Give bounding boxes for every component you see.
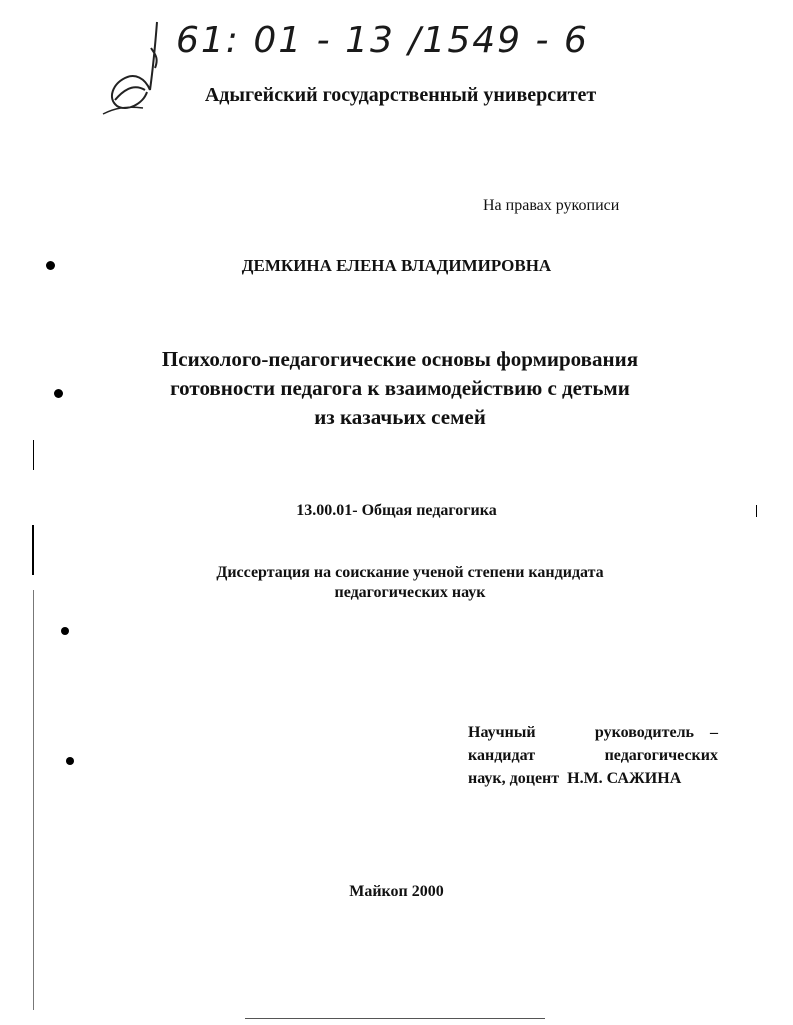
advisor-word: руководитель – <box>594 724 718 741</box>
author-name: ДЕМКИНА ЕЛЕНА ВЛАДИМИРОВНА <box>241 256 552 275</box>
degree-line: Диссертация на соискание ученой степени кандидата <box>216 564 604 581</box>
archive-code: 61: 01 - 13 /1549 - 6 <box>176 20 589 61</box>
advisor-word: педагогических <box>604 747 718 764</box>
city-year: Майкоп 2000 <box>349 883 444 900</box>
dissertation-title <box>80 345 720 432</box>
dissertation-degree <box>150 563 670 603</box>
scan-edge-line <box>33 590 34 1010</box>
advisor-line: наук, доцент Н.М. САЖИНА <box>468 770 682 787</box>
specialty: 13.00.01- Общая педагогика <box>296 502 497 519</box>
scan-dot <box>66 757 74 765</box>
university-name: Адыгейский государственный университет <box>204 84 597 106</box>
scan-edge-line <box>32 525 34 575</box>
scan-edge-line <box>756 505 757 517</box>
advisor-word: кандидат <box>468 747 536 764</box>
title-line: Психолого-педагогические основы формирования <box>161 347 639 371</box>
manuscript-rights: На правах рукописи <box>483 197 620 214</box>
advisor-line <box>468 721 718 744</box>
title-line: готовности педагога к взаимодействию с детьми <box>170 376 630 400</box>
degree-line: педагогических наук <box>334 584 486 601</box>
title-line: из казачьих семей <box>314 405 486 429</box>
scan-dot <box>54 389 63 398</box>
scan-dot <box>46 261 55 270</box>
scientific-advisor <box>468 721 718 790</box>
scan-bottom-line <box>245 1018 545 1019</box>
scan-edge-line <box>33 440 34 470</box>
advisor-word: Научный <box>468 724 536 741</box>
advisor-line <box>468 744 718 767</box>
scan-dot <box>61 627 69 635</box>
